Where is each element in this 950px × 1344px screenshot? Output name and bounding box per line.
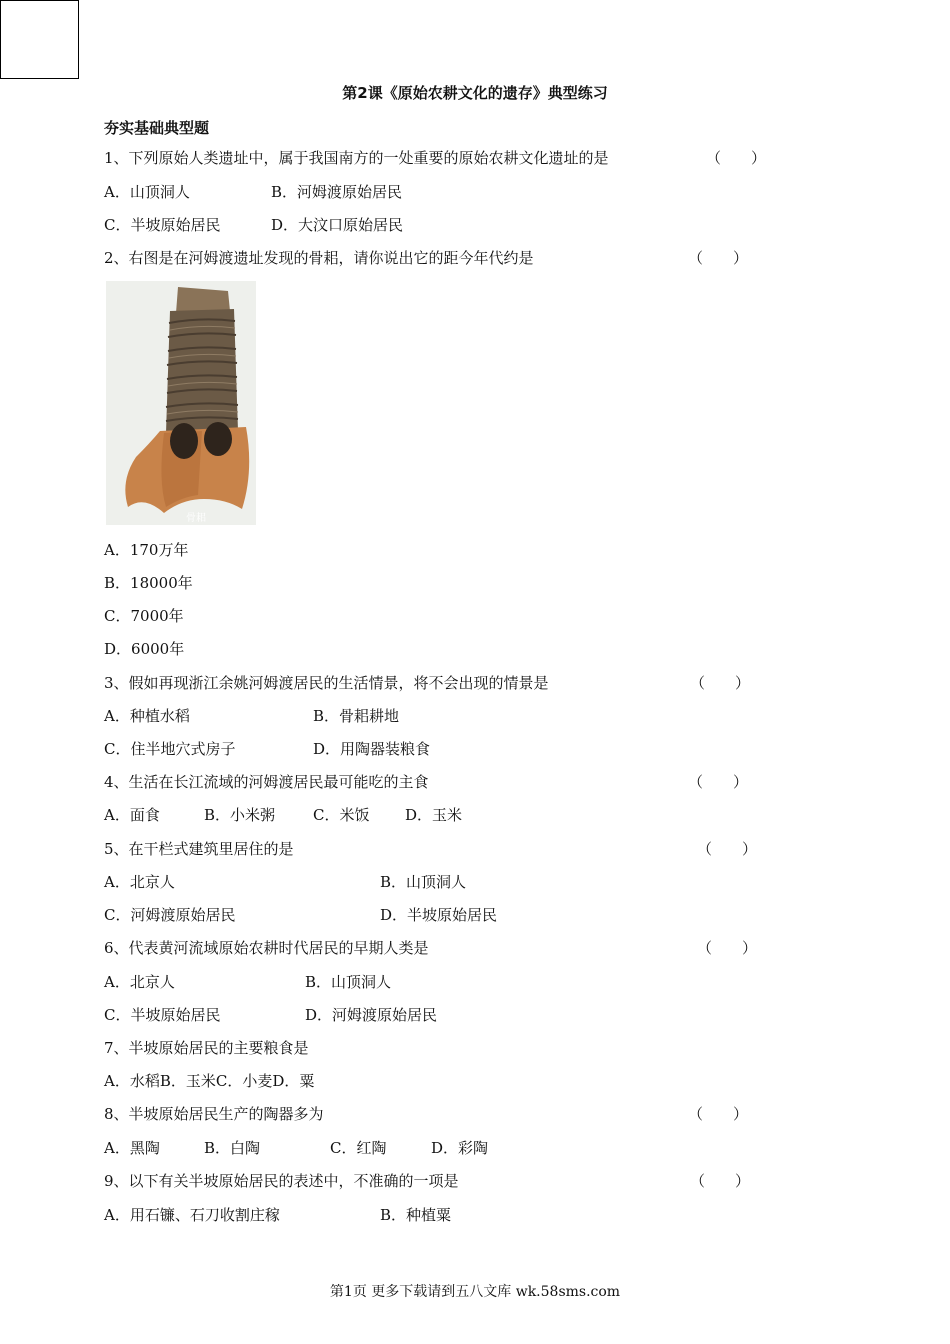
q3-option-d: D．用陶器装粮食 — [313, 740, 431, 758]
question-1: 1、下列原始人类遗址中，属于我国南方的一处重要的原始农耕文化遗址的是 — [104, 149, 609, 167]
answer-paren-5: （ ） — [697, 840, 758, 858]
q5-option-d: D．半坡原始居民 — [380, 906, 498, 924]
q5-option-b: B．山顶洞人 — [380, 873, 467, 891]
page-footer: 第1页 更多下载请到五八文库 wk.58sms.com — [329, 1284, 621, 1300]
answer-paren-2: （ ） — [688, 249, 749, 267]
q9-option-b: B．种植粟 — [380, 1206, 452, 1224]
page-title: 第2课《原始农耕文化的遗存》典型练习 — [342, 84, 608, 102]
q5-option-a: A．北京人 — [104, 873, 175, 891]
q3-option-c: C．住半地穴式房子 — [104, 740, 236, 758]
answer-paren-9: （ ） — [690, 1172, 751, 1190]
q3-option-b: B．骨耜耕地 — [313, 707, 400, 725]
question-5: 5、在干栏式建筑里居住的是 — [104, 840, 294, 858]
answer-paren-4: （ ） — [688, 773, 749, 791]
q8-option-c: C．红陶 — [330, 1139, 387, 1157]
q8-option-b: B．白陶 — [204, 1139, 261, 1157]
q1-option-a: A．山顶洞人 — [104, 183, 190, 201]
q2-option-b: B．18000年 — [104, 574, 193, 592]
question-9: 9、以下有关半坡原始居民的表述中，不准确的一项是 — [104, 1172, 459, 1190]
answer-paren-8: （ ） — [688, 1105, 749, 1123]
answer-paren-1: （ ） — [706, 149, 767, 167]
q9-option-a: A．用石镰、石刀收割庄稼 — [104, 1206, 280, 1224]
q6-option-b: B．山顶洞人 — [305, 973, 392, 991]
bone-spade-photo — [106, 281, 256, 525]
answer-paren-3: （ ） — [690, 674, 751, 692]
photo-caption: 骨耜 — [186, 513, 206, 524]
q2-option-c: C．7000年 — [104, 607, 184, 625]
q8-option-a: A．黑陶 — [104, 1139, 160, 1157]
q2-option-a: A．170万年 — [104, 541, 189, 559]
q6-option-c: C．半坡原始居民 — [104, 1006, 221, 1024]
question-4: 4、生活在长江流域的河姆渡居民最可能吃的主食 — [104, 773, 429, 791]
q5-option-c: C．河姆渡原始居民 — [104, 906, 236, 924]
q4-option-c: C．米饭 — [313, 806, 370, 824]
q4-option-d: D．玉米 — [405, 806, 463, 824]
q4-option-b: B．小米粥 — [204, 806, 276, 824]
corner-box — [0, 0, 79, 79]
question-3: 3、假如再现浙江余姚河姆渡居民的生活情景，将不会出现的情景是 — [104, 674, 549, 692]
section-heading: 夯实基础典型题 — [104, 119, 210, 137]
question-2: 2、右图是在河姆渡遗址发现的骨耜，请你说出它的距今年代约是 — [104, 249, 534, 267]
question-6: 6、代表黄河流域原始农耕时代居民的早期人类是 — [104, 939, 429, 957]
q2-option-d: D．6000年 — [104, 640, 185, 658]
answer-paren-6: （ ） — [697, 939, 758, 957]
q8-option-d: D．彩陶 — [431, 1139, 489, 1157]
q1-option-b: B．河姆渡原始居民 — [271, 183, 403, 201]
bone-spade-image — [106, 281, 256, 525]
q4-option-a: A．面食 — [104, 806, 160, 824]
q6-option-d: D．河姆渡原始居民 — [305, 1006, 438, 1024]
question-7: 7、半坡原始居民的主要粮食是 — [104, 1039, 309, 1057]
q3-option-a: A．种植水稻 — [104, 707, 190, 725]
q7-options: A．水稻B．玉米C．小麦D．粟 — [104, 1072, 315, 1090]
question-8: 8、半坡原始居民生产的陶器多为 — [104, 1105, 324, 1123]
q1-option-d: D．大汶口原始居民 — [271, 216, 404, 234]
q6-option-a: A．北京人 — [104, 973, 175, 991]
q1-option-c: C．半坡原始居民 — [104, 216, 221, 234]
